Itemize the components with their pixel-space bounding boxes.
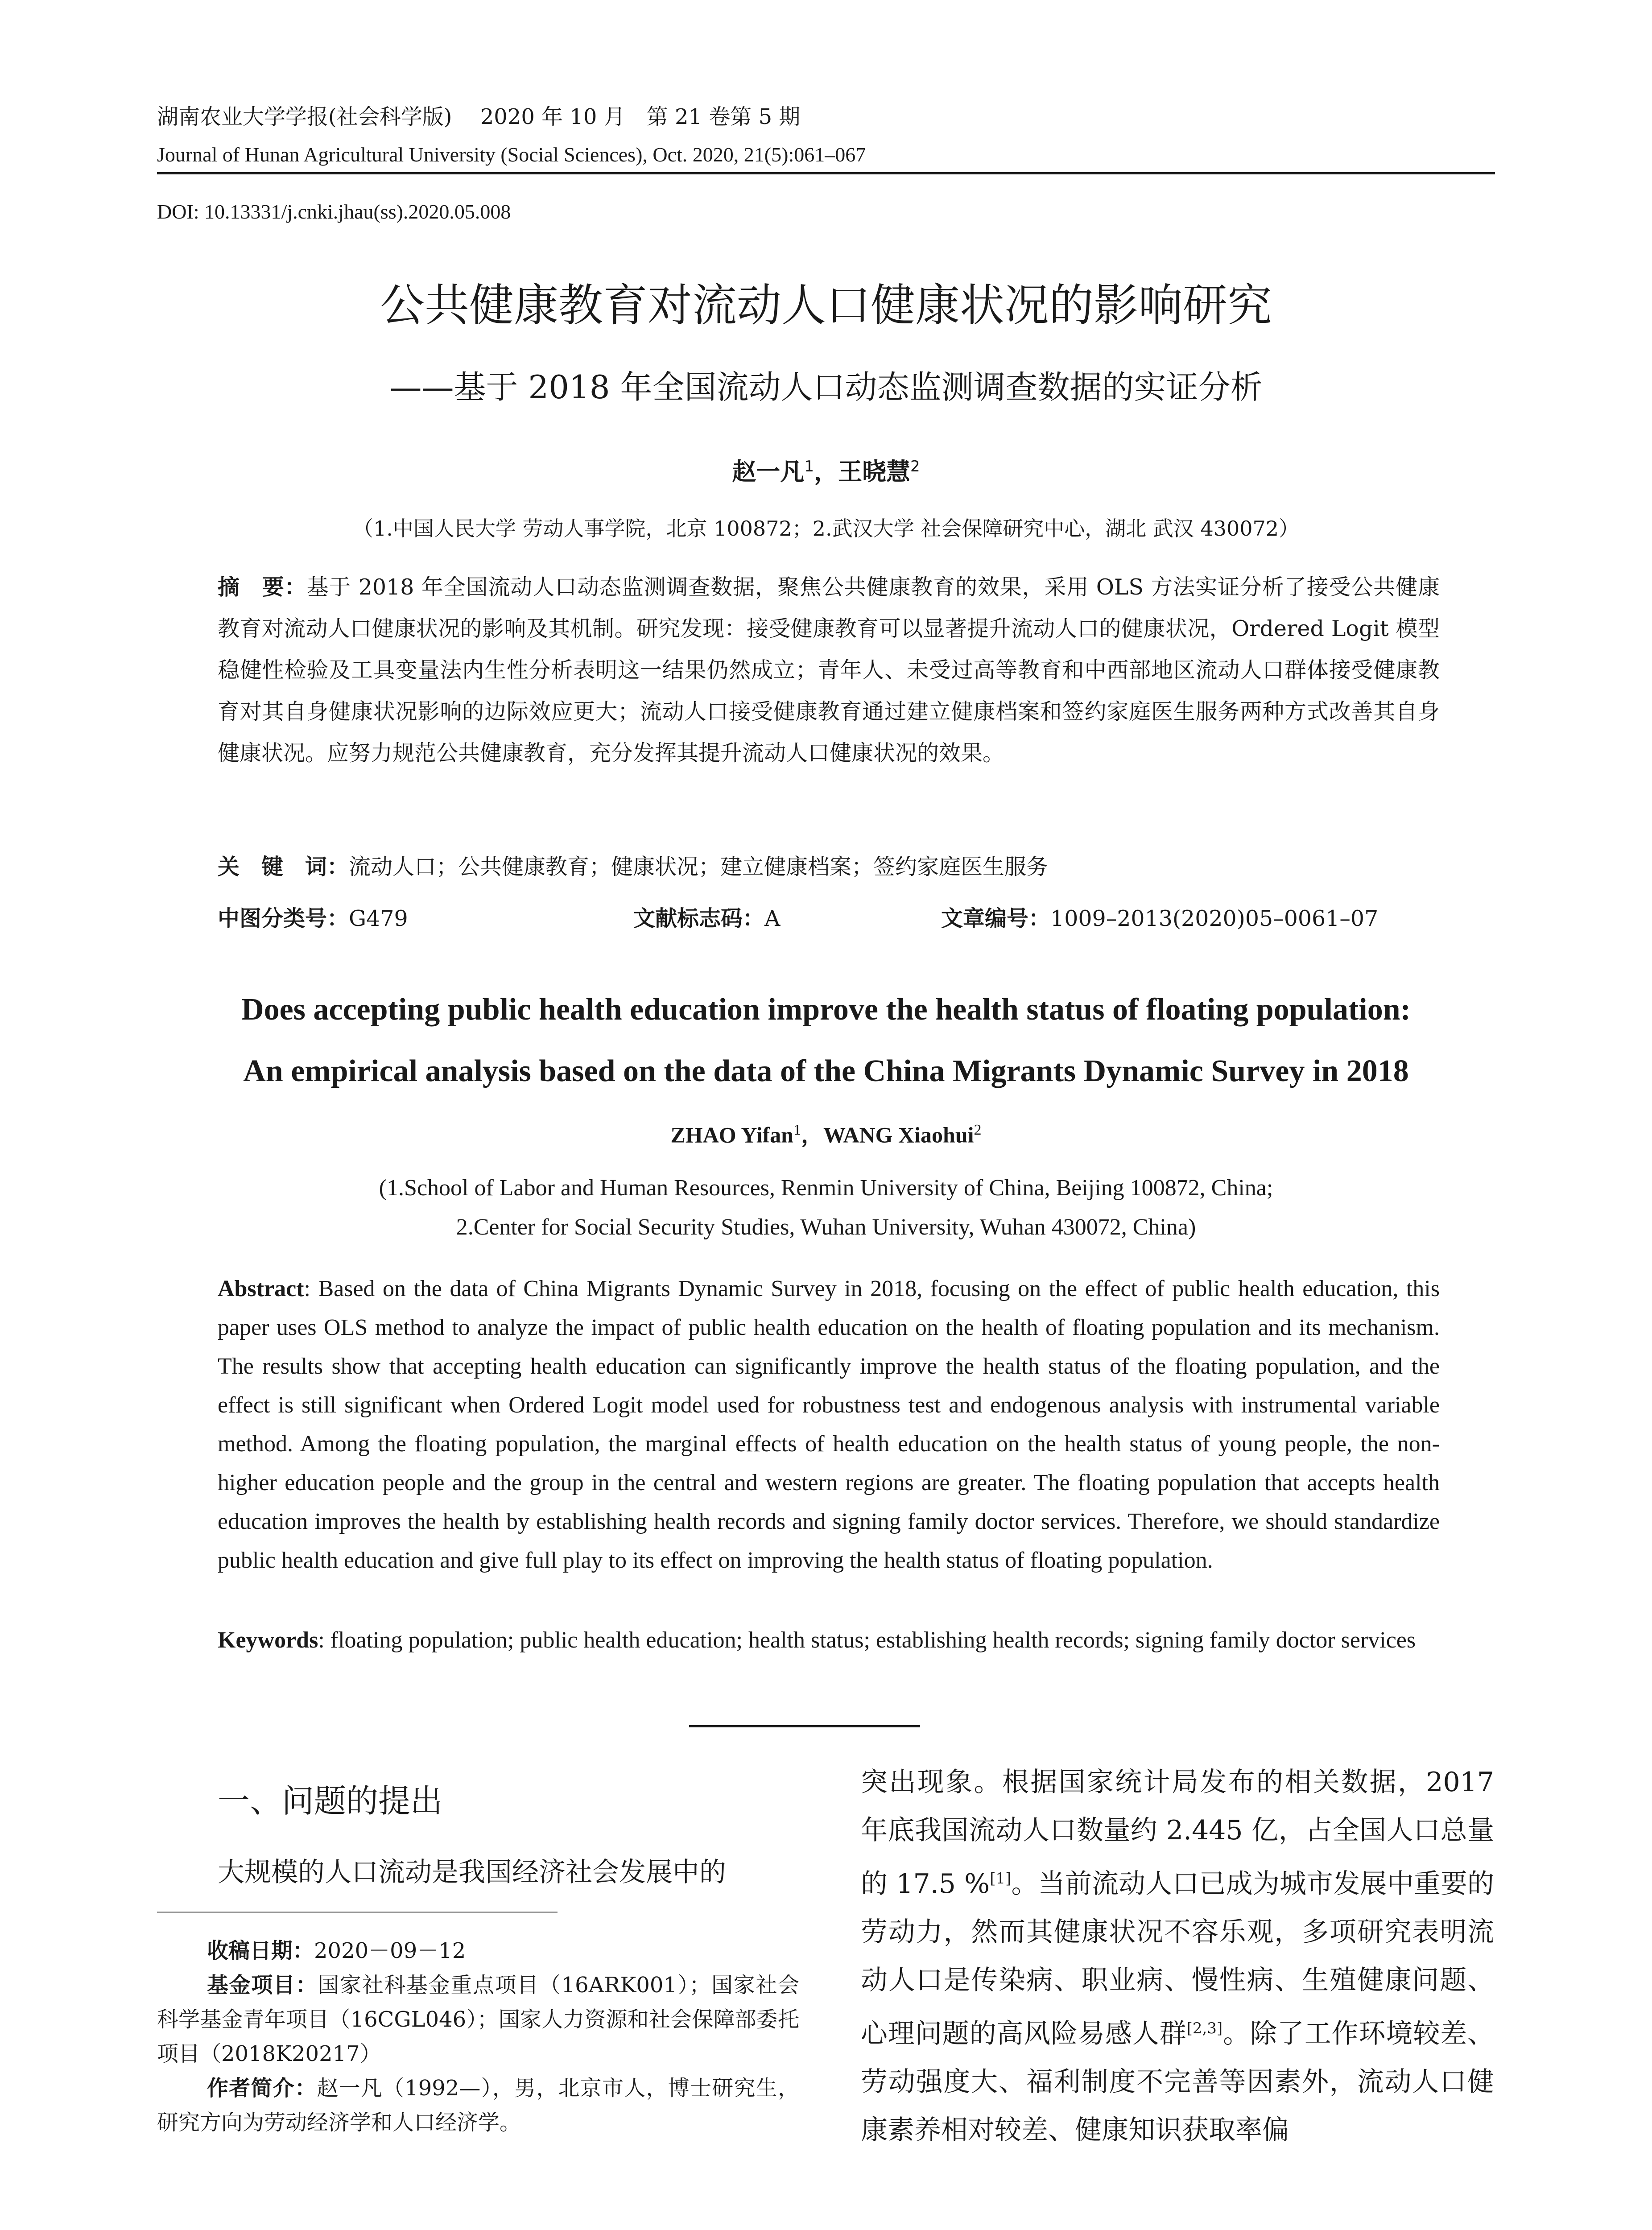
body-left-text: 大规模的人口流动是我国经济社会发展中的 — [218, 1857, 726, 1888]
abstract-cn-text: 基于 2018 年全国流动人口动态监测调查数据，聚焦公共健康教育的效果，采用 OLS 方法实证分析了接受公共健康教育对流动人口健康状况的影响及其机制。研究发现：接受健康教育可以显著提升流动人口的健康状况，Ordered Logit 模型稳健性检验及工具变量法内生性分析表明这一结果仍然成立；青年人、未受过高等教育和中西部地区流动人口群体接受健康教育对其自身健康状况影响的边际效应更大；流动人口接受健康教育通过建立健康档案和签约家庭医生服务两种方式改善其自身健康状况。应努力规范公共健康教育，充分发挥其提升流动人口健康状况的效果。 — [218, 574, 1440, 766]
received-label: 收稿日期： — [207, 1938, 314, 1963]
body-right-part-2: 。当前流动人口已成为城市发展中重要的劳动力，然而其健康状况不容乐观，多项研究表明流动人口是传染病、职业病、慢性病、生殖健康问题、心理问题的高风险易感人群 — [861, 1868, 1495, 2049]
author-1-sup: 1 — [804, 458, 814, 475]
author-1-en-sup: 1 — [793, 1122, 801, 1138]
document-code — [633, 901, 780, 937]
footnote-author — [157, 2071, 799, 2140]
citation-1: [1] — [990, 1870, 1012, 1887]
article-number-label: 文章编号： — [941, 906, 1051, 931]
author-bio-text: 赵一凡（1992—），男，北京市人，博士研究生，研究方向为劳动经济学和人口经济学。 — [157, 2076, 799, 2135]
section-separator — [689, 1725, 920, 1727]
author-separator: ， — [814, 458, 838, 486]
footnotes — [157, 1934, 799, 2140]
body-right-part-1: 突出现象。根据国家统计局发布的相关数据，2017 年底我国流动人口数量约 2.445 亿，占全国人口总量的 17.5 % — [861, 1767, 1494, 1900]
author-en-separator: ， — [801, 1122, 823, 1148]
title-cn: 公共健康教育对流动人口健康状况的影响研究 — [380, 279, 1272, 331]
article-number-value: 1009–2013(2020)05–0061–07 — [1050, 906, 1379, 931]
keywords-cn-label: 关 键 词： — [218, 854, 349, 880]
abstract-en — [218, 1269, 1440, 1580]
title-en-line2: An empirical analysis based on the data of the China Migrants Dynamic Survey in 2018 — [243, 1054, 1409, 1088]
body-right-part-3: 。除了工作环境较差、劳动强度大、福利制度不完善等因素外，流动人口健康素养相对较差、健康知识获取率偏 — [861, 2018, 1495, 2146]
author-2-en-sup: 2 — [974, 1122, 982, 1138]
keywords-cn — [218, 849, 1440, 885]
journal-header-en: Journal of Hunan Agricultural University (Social Sciences), Oct. 2020, 21(5):061–067 — [157, 143, 866, 166]
footnote-fund — [157, 1968, 799, 2071]
subtitle-cn: ——基于 2018 年全国流动人口动态监测调查数据的实证分析 — [389, 368, 1263, 406]
author-2-sup: 2 — [910, 458, 920, 475]
author-bio-label: 作者简介： — [207, 2076, 317, 2101]
abstract-en-label: Abstract — [218, 1276, 304, 1301]
title-en-line1: Does accepting public health education improve the health status of floating population: — [241, 992, 1411, 1027]
article-number — [941, 901, 1378, 937]
affiliation-en-line1: (1.School of Labor and Human Resources, Renmin University of China, Beijing 100872, China; — [379, 1175, 1273, 1201]
footnote-received — [157, 1934, 799, 1968]
clc-value: G479 — [349, 906, 408, 931]
footnote-rule — [157, 1912, 558, 1913]
keywords-en — [218, 1621, 1440, 1660]
document-code-label: 文献标志码： — [633, 906, 765, 931]
author-2-en: WANG Xiaohui — [823, 1122, 974, 1148]
section-heading: 一、问题的提出 — [218, 1782, 443, 1820]
keywords-en-label: Keywords — [218, 1627, 318, 1653]
header-rule — [157, 172, 1495, 174]
abstract-cn — [218, 566, 1440, 774]
clc-number — [218, 901, 408, 937]
abstract-cn-label: 摘 要： — [218, 574, 307, 600]
received-date: 2020－09－12 — [314, 1938, 466, 1963]
fund-text: 国家社科基金重点项目（16ARK001）；国家社会科学基金青年项目（16CGL046）；国家人力资源和社会保障部委托项目（2018K20217） — [157, 1973, 799, 2066]
fund-label: 基金项目： — [207, 1973, 318, 1998]
abstract-en-text: : Based on the data of China Migrants Dynamic Survey in 2018, focusing on the effect of public health education, this paper uses OLS method to analyze the impact of public health education on the health of floating population and its mechanism. The results show that accepting health education can significantly improve the health status of the floating population, and the effect is still significant when Ordered Logit model used for robustness test and endogenous analysis with instrumental variable method. Among the floating population, the marginal effects of health education on the health status of young people, the non-higher education people and the group in the central and western regions are greater. The floating population that accepts health education improves the health by establishing health records and signing family doctor services. Therefore, we should standardize public health education and give full play to its effect on improving the health status of floating population. — [218, 1276, 1440, 1573]
affiliation-en-line2: 2.Center for Social Security Studies, Wuhan University, Wuhan 430072, China) — [456, 1214, 1196, 1240]
journal-header-cn: 湖南农业大学学报(社会科学版) 2020 年 10 月 第 21 卷第 5 期 — [157, 104, 801, 129]
authors-cn — [157, 449, 1495, 490]
doi: DOI: 10.13331/j.cnki.jhau(ss).2020.05.008 — [157, 200, 511, 223]
author-1-cn: 赵一凡 — [732, 458, 805, 486]
affiliation-cn: （1.中国人民大学 劳动人事学院，北京 100872；2.武汉大学 社会保障研究中心，湖北 武汉 430072） — [352, 516, 1300, 541]
author-2-cn: 王晓慧 — [838, 458, 910, 486]
document-code-value: A — [764, 906, 781, 931]
clc-label: 中图分类号： — [218, 906, 349, 931]
keywords-en-text: : floating population; public health education; health status; establishing health records; signing family doctor services — [318, 1627, 1416, 1653]
keywords-cn-text: 流动人口；公共健康教育；健康状况；建立健康档案；签约家庭医生服务 — [349, 854, 1049, 880]
authors-en — [157, 1112, 1495, 1153]
citation-2: [2,3] — [1186, 2019, 1223, 2037]
author-1-en: ZHAO Yifan — [670, 1122, 793, 1148]
body-right-text — [861, 1758, 1494, 2154]
